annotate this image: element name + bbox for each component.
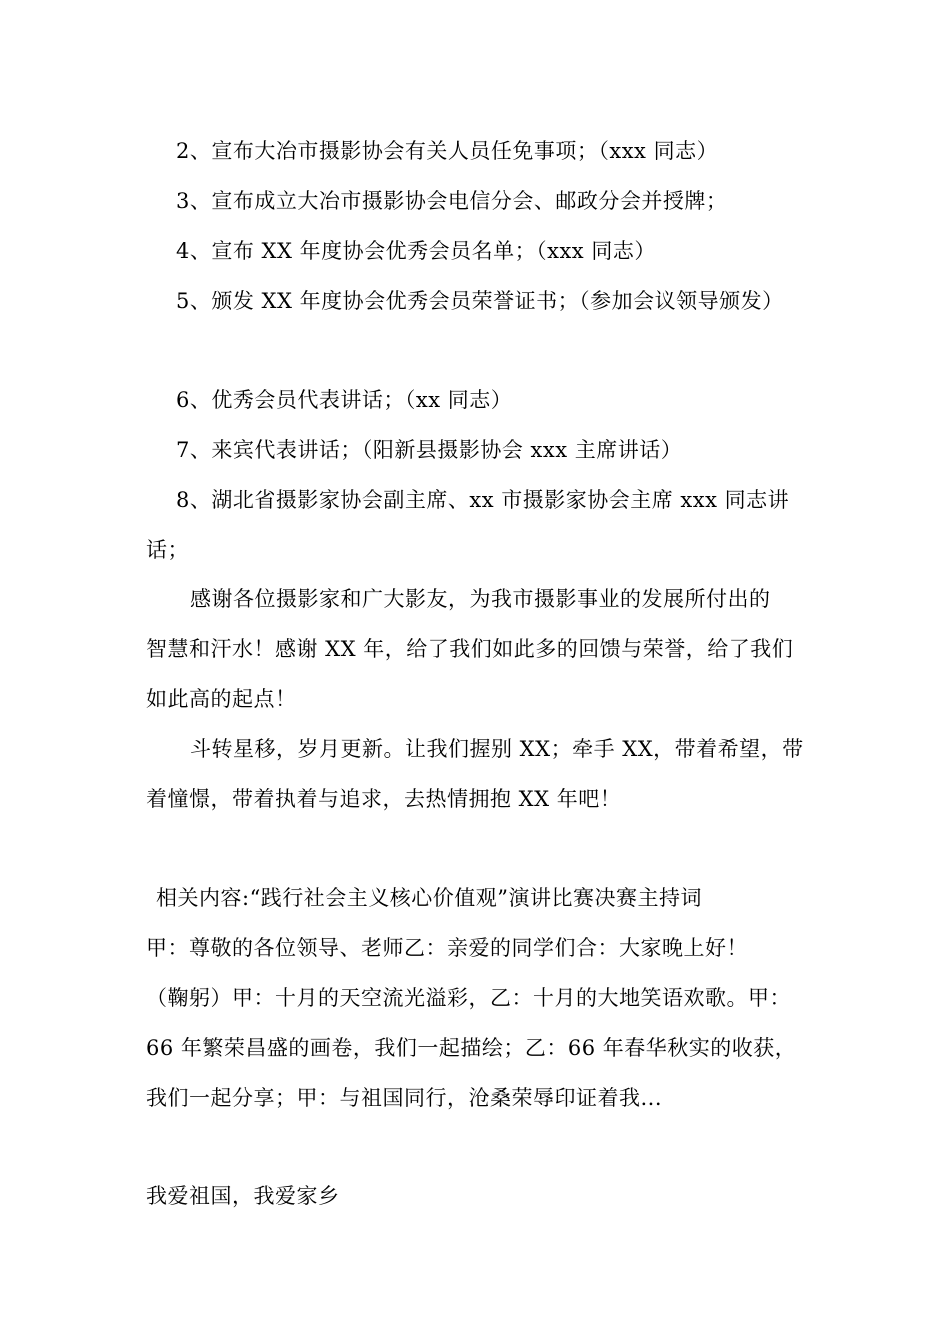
agenda-item-4: 4、宣布 XX 年度协会优秀会员名单；（xxx 同志）: [176, 239, 656, 263]
closing-paragraph-line-1: 斗转星移，岁月更新。让我们握别 XX；牵手 XX，带着希望，带: [190, 737, 804, 761]
agenda-item-5: 5、颁发 XX 年度协会优秀会员荣誉证书；（参加会议领导颁发）: [176, 289, 784, 313]
thanks-paragraph-line-3: 如此高的起点！: [146, 687, 297, 711]
thanks-paragraph-line-2: 智慧和汗水！感谢 XX 年，给了我们如此多的回馈与荣誉，给了我们: [146, 637, 794, 661]
agenda-item-8: 8、湖北省摄影家协会副主席、xx 市摄影家协会主席 xxx 同志讲: [176, 488, 790, 512]
thanks-paragraph-line-1: 感谢各位摄影家和广大影友，为我市摄影事业的发展所付出的: [190, 587, 771, 611]
closing-paragraph-line-2: 着憧憬，带着执着与追求，去热情拥抱 XX 年吧！: [146, 787, 622, 811]
related-body-line-1: 甲：尊敬的各位领导、老师乙：亲爱的同学们合：大家晚上好！: [146, 936, 748, 960]
final-title: 我爱祖国，我爱家乡: [146, 1184, 340, 1208]
related-body-line-3: 66 年繁荣昌盛的画卷，我们一起描绘；乙：66 年春华秋实的收获，: [146, 1036, 797, 1060]
related-body-line-4: 我们一起分享；甲：与祖国同行，沧桑荣辱印证着我...: [146, 1086, 663, 1110]
related-body-line-2: （鞠躬）甲：十月的天空流光溢彩，乙：十月的大地笑语欢歌。甲：: [146, 986, 791, 1010]
agenda-item-7: 7、来宾代表讲话；（阳新县摄影协会 xxx 主席讲话）: [176, 438, 683, 462]
agenda-item-8-continuation: 话；: [146, 538, 189, 562]
agenda-item-6: 6、优秀会员代表讲话；（xx 同志）: [176, 388, 513, 412]
related-content-title: 相关内容:“践行社会主义核心价值观”演讲比赛决赛主持词: [156, 886, 703, 910]
agenda-item-2: 2、宣布大冶市摄影协会有关人员任免事项；（xxx 同志）: [176, 139, 719, 163]
agenda-item-3: 3、宣布成立大冶市摄影协会电信分会、邮政分会并授牌；: [176, 189, 728, 213]
